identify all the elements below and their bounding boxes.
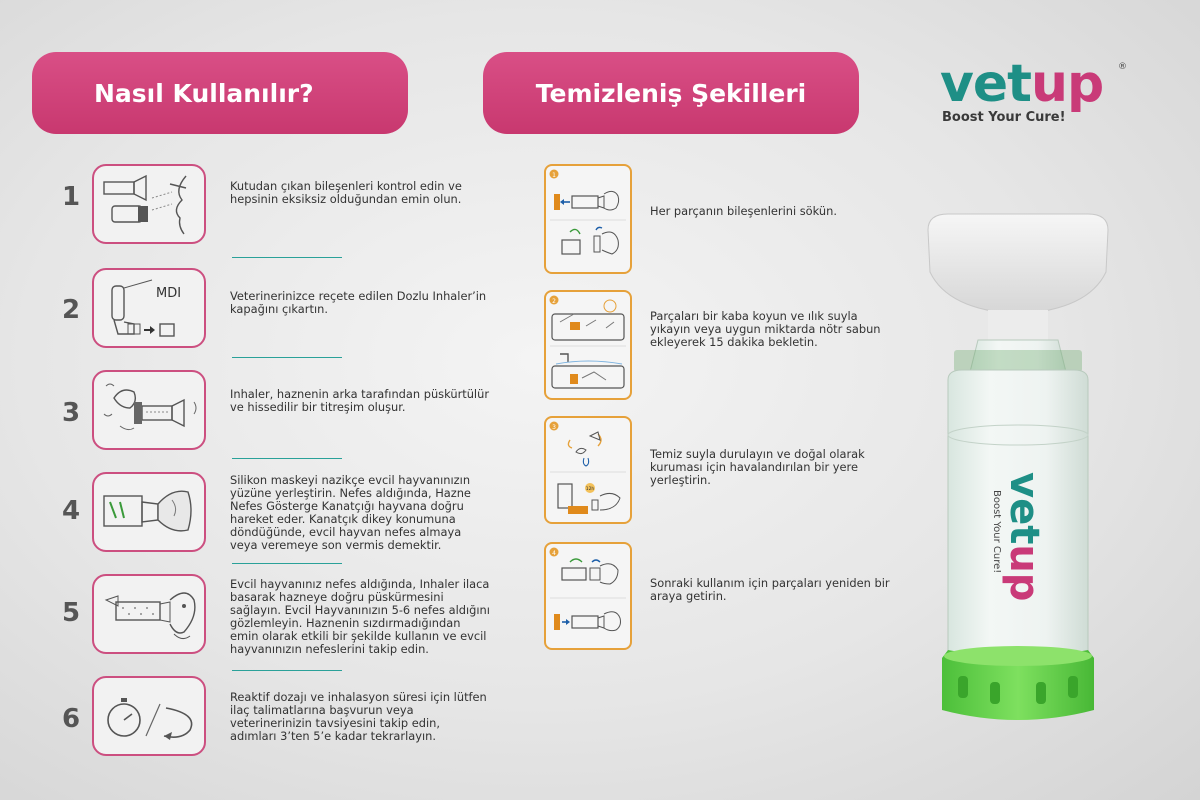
usage-step-text: Silikon maskeyi nazikçe evcil hayvanınızın yüzüne yerleştirin. Nefes aldığında, Hazne Nefes Gösterge Kanatçığı hayvana doğru hareket eder. Kanatçık dikey konumuna döndüğünde, evcil hayvan nefes almaya veya veremeye son vermis demektir.	[230, 473, 471, 552]
spray-to-pet-icon	[92, 574, 206, 654]
mdi-label: MDI	[156, 286, 182, 301]
logo-tagline: Boost Your Cure!	[942, 110, 1066, 125]
chamber-label	[991, 472, 1056, 612]
divider	[232, 563, 342, 564]
usage-step-number: 2	[61, 295, 81, 325]
clean-step-text: Sonraki kullanım için parçaları yeniden bir araya getirin.	[650, 576, 890, 603]
shake-inhaler-icon	[92, 370, 206, 450]
dry-time-badge: 12h	[585, 487, 595, 492]
divider	[232, 458, 342, 459]
chamber-label-tagline: Boost Your Cure!	[991, 490, 1002, 574]
usage-step-text: Kutudan çıkan bileşenleri kontrol edin ve hepsinin eksiksiz olduğundan emin olun.	[230, 179, 462, 206]
usage-step-number: 3	[61, 398, 81, 428]
mdi-cap-icon	[92, 268, 206, 348]
soak-in-water-icon	[544, 290, 632, 400]
divider	[232, 257, 342, 258]
usage-step-text: Veterinerinizce reçete edilen Dozlu Inhaler’in kapağını çıkartın.	[230, 289, 487, 316]
reassemble-icon	[544, 542, 632, 650]
clean-step-text: Parçaları bir kaba koyun ve ılık suyla yıkayın veya uygun miktarda nötr sabun ekleyerek 15 dakika bekletin.	[650, 309, 881, 349]
components-check-icon	[92, 164, 206, 244]
vetup-logo	[940, 54, 1130, 128]
how-to-use-title: Nasıl Kullanılır?	[94, 78, 314, 108]
usage-step-number: 4	[61, 496, 81, 526]
how-to-use-header	[32, 52, 408, 134]
spacer-chamber-icon	[918, 210, 1118, 744]
disassemble-icon	[544, 164, 632, 274]
logo-up: up	[1031, 54, 1104, 114]
clean-step-number: 4	[552, 550, 556, 557]
divider	[232, 357, 342, 358]
clean-step-text: Temiz suyla durulayın ve doğal olarak kuruması için havalandırılan bir yere yerleştirin.	[650, 447, 865, 487]
usage-step-text: Inhaler, haznenin arka tarafından püskürtülür ve hissedilir bir titreşim oluşur.	[230, 387, 490, 414]
logo-vet: vet	[940, 54, 1032, 114]
usage-step-text: Evcil hayvanınız nefes aldığında, Inhaler ilaca basarak hazneye doğru püskürmesini sağlayın. Evcil Hayvanınızın 5-6 nefes aldığını gözlemleyin. Haznenin sızdırmadığından emin olarak etkili bir şekilde kullanın ve evcil hayvanınızın nefeslerini takip edin.	[230, 577, 490, 656]
clean-step-number: 1	[552, 172, 556, 179]
clean-step-text: Her parçanın bileşenlerini sökün.	[650, 204, 837, 218]
usage-step-number: 5	[61, 598, 81, 628]
usage-step-number: 6	[61, 704, 81, 734]
chamber-label-vet: vet	[1001, 472, 1047, 545]
cleaning-header	[483, 52, 859, 134]
chamber-label-up: up	[1001, 544, 1047, 602]
timer-repeat-icon	[92, 676, 206, 756]
mask-on-pet-icon	[92, 472, 206, 552]
usage-step-text: Reaktif dozajı ve inhalasyon süresi için lütfen ilaç talimatlarına başvurun veya veterinerinizin tavsiyesini takip edin, adımları 3’ten 5’e kadar tekrarlayın.	[230, 690, 487, 743]
clean-step-number: 3	[552, 424, 556, 431]
rinse-dry-icon	[544, 416, 632, 524]
logo-registered: ®	[1118, 62, 1127, 72]
clean-step-number: 2	[552, 298, 556, 305]
divider	[232, 670, 342, 671]
usage-step-number: 1	[61, 182, 81, 212]
cleaning-title: Temizleniş Şekilleri	[535, 78, 807, 108]
